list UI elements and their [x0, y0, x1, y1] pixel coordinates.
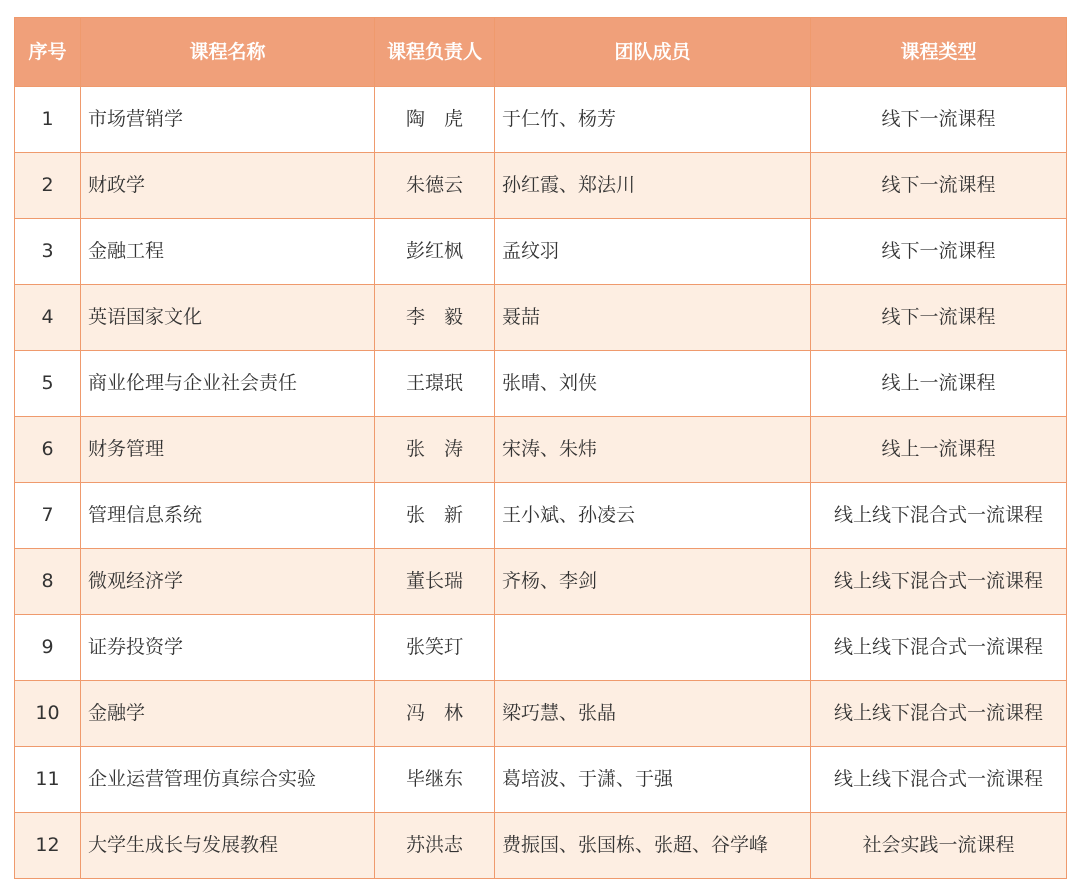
course-type: 线上线下混合式一流课程 [811, 681, 1067, 747]
course-name: 英语国家文化 [81, 285, 375, 351]
course-name: 市场营销学 [81, 87, 375, 153]
table-row [15, 351, 1067, 417]
course-name: 大学生成长与发展教程 [81, 813, 375, 879]
course-type: 线上线下混合式一流课程 [811, 615, 1067, 681]
row-number: 1 [15, 87, 81, 153]
course-type: 线下一流课程 [811, 153, 1067, 219]
course-lead: 陶 虎 [375, 87, 495, 153]
course-table [14, 17, 1067, 879]
course-name: 管理信息系统 [81, 483, 375, 549]
course-type: 线下一流课程 [811, 285, 1067, 351]
course-lead: 王璟珉 [375, 351, 495, 417]
table-row [15, 615, 1067, 681]
team-members [495, 615, 811, 681]
course-name: 商业伦理与企业社会责任 [81, 351, 375, 417]
table-row [15, 219, 1067, 285]
course-lead: 张 新 [375, 483, 495, 549]
row-number: 6 [15, 417, 81, 483]
row-number: 7 [15, 483, 81, 549]
row-number: 2 [15, 153, 81, 219]
team-members: 费振国、张国栋、张超、谷学峰 [495, 813, 811, 879]
row-number: 4 [15, 285, 81, 351]
course-lead: 彭红枫 [375, 219, 495, 285]
table-row [15, 549, 1067, 615]
header-number: 序号 [15, 18, 81, 87]
course-name: 财政学 [81, 153, 375, 219]
table-row [15, 417, 1067, 483]
team-members: 齐杨、李剑 [495, 549, 811, 615]
table-row [15, 153, 1067, 219]
table-header-row [15, 18, 1067, 87]
course-name: 财务管理 [81, 417, 375, 483]
team-members: 张晴、刘侠 [495, 351, 811, 417]
course-lead: 苏洪志 [375, 813, 495, 879]
team-members: 聂喆 [495, 285, 811, 351]
row-number: 9 [15, 615, 81, 681]
team-members: 王小斌、孙凌云 [495, 483, 811, 549]
team-members: 孙红霞、郑法川 [495, 153, 811, 219]
team-members: 宋涛、朱炜 [495, 417, 811, 483]
course-name: 金融学 [81, 681, 375, 747]
table-row [15, 285, 1067, 351]
team-members: 于仁竹、杨芳 [495, 87, 811, 153]
team-members: 孟纹羽 [495, 219, 811, 285]
course-type: 线下一流课程 [811, 87, 1067, 153]
table-row [15, 747, 1067, 813]
row-number: 10 [15, 681, 81, 747]
course-type: 线上线下混合式一流课程 [811, 747, 1067, 813]
course-lead: 董长瑞 [375, 549, 495, 615]
course-lead: 李 毅 [375, 285, 495, 351]
course-type: 社会实践一流课程 [811, 813, 1067, 879]
course-name: 企业运营管理仿真综合实验 [81, 747, 375, 813]
row-number: 12 [15, 813, 81, 879]
course-lead: 张 涛 [375, 417, 495, 483]
course-name: 证券投资学 [81, 615, 375, 681]
course-name: 微观经济学 [81, 549, 375, 615]
row-number: 3 [15, 219, 81, 285]
team-members: 梁巧慧、张晶 [495, 681, 811, 747]
table-row [15, 87, 1067, 153]
row-number: 8 [15, 549, 81, 615]
header-team-members: 团队成员 [495, 18, 811, 87]
header-course-lead: 课程负责人 [375, 18, 495, 87]
table-row [15, 483, 1067, 549]
course-type: 线上线下混合式一流课程 [811, 549, 1067, 615]
header-course-name: 课程名称 [81, 18, 375, 87]
course-type: 线上线下混合式一流课程 [811, 483, 1067, 549]
course-type: 线下一流课程 [811, 219, 1067, 285]
course-lead: 朱德云 [375, 153, 495, 219]
course-lead: 张笑玎 [375, 615, 495, 681]
team-members: 葛培波、于潇、于强 [495, 747, 811, 813]
row-number: 5 [15, 351, 81, 417]
course-name: 金融工程 [81, 219, 375, 285]
header-course-type: 课程类型 [811, 18, 1067, 87]
table-row [15, 813, 1067, 879]
course-type: 线上一流课程 [811, 351, 1067, 417]
table-row [15, 681, 1067, 747]
course-lead: 冯 林 [375, 681, 495, 747]
course-lead: 毕继东 [375, 747, 495, 813]
course-type: 线上一流课程 [811, 417, 1067, 483]
row-number: 11 [15, 747, 81, 813]
